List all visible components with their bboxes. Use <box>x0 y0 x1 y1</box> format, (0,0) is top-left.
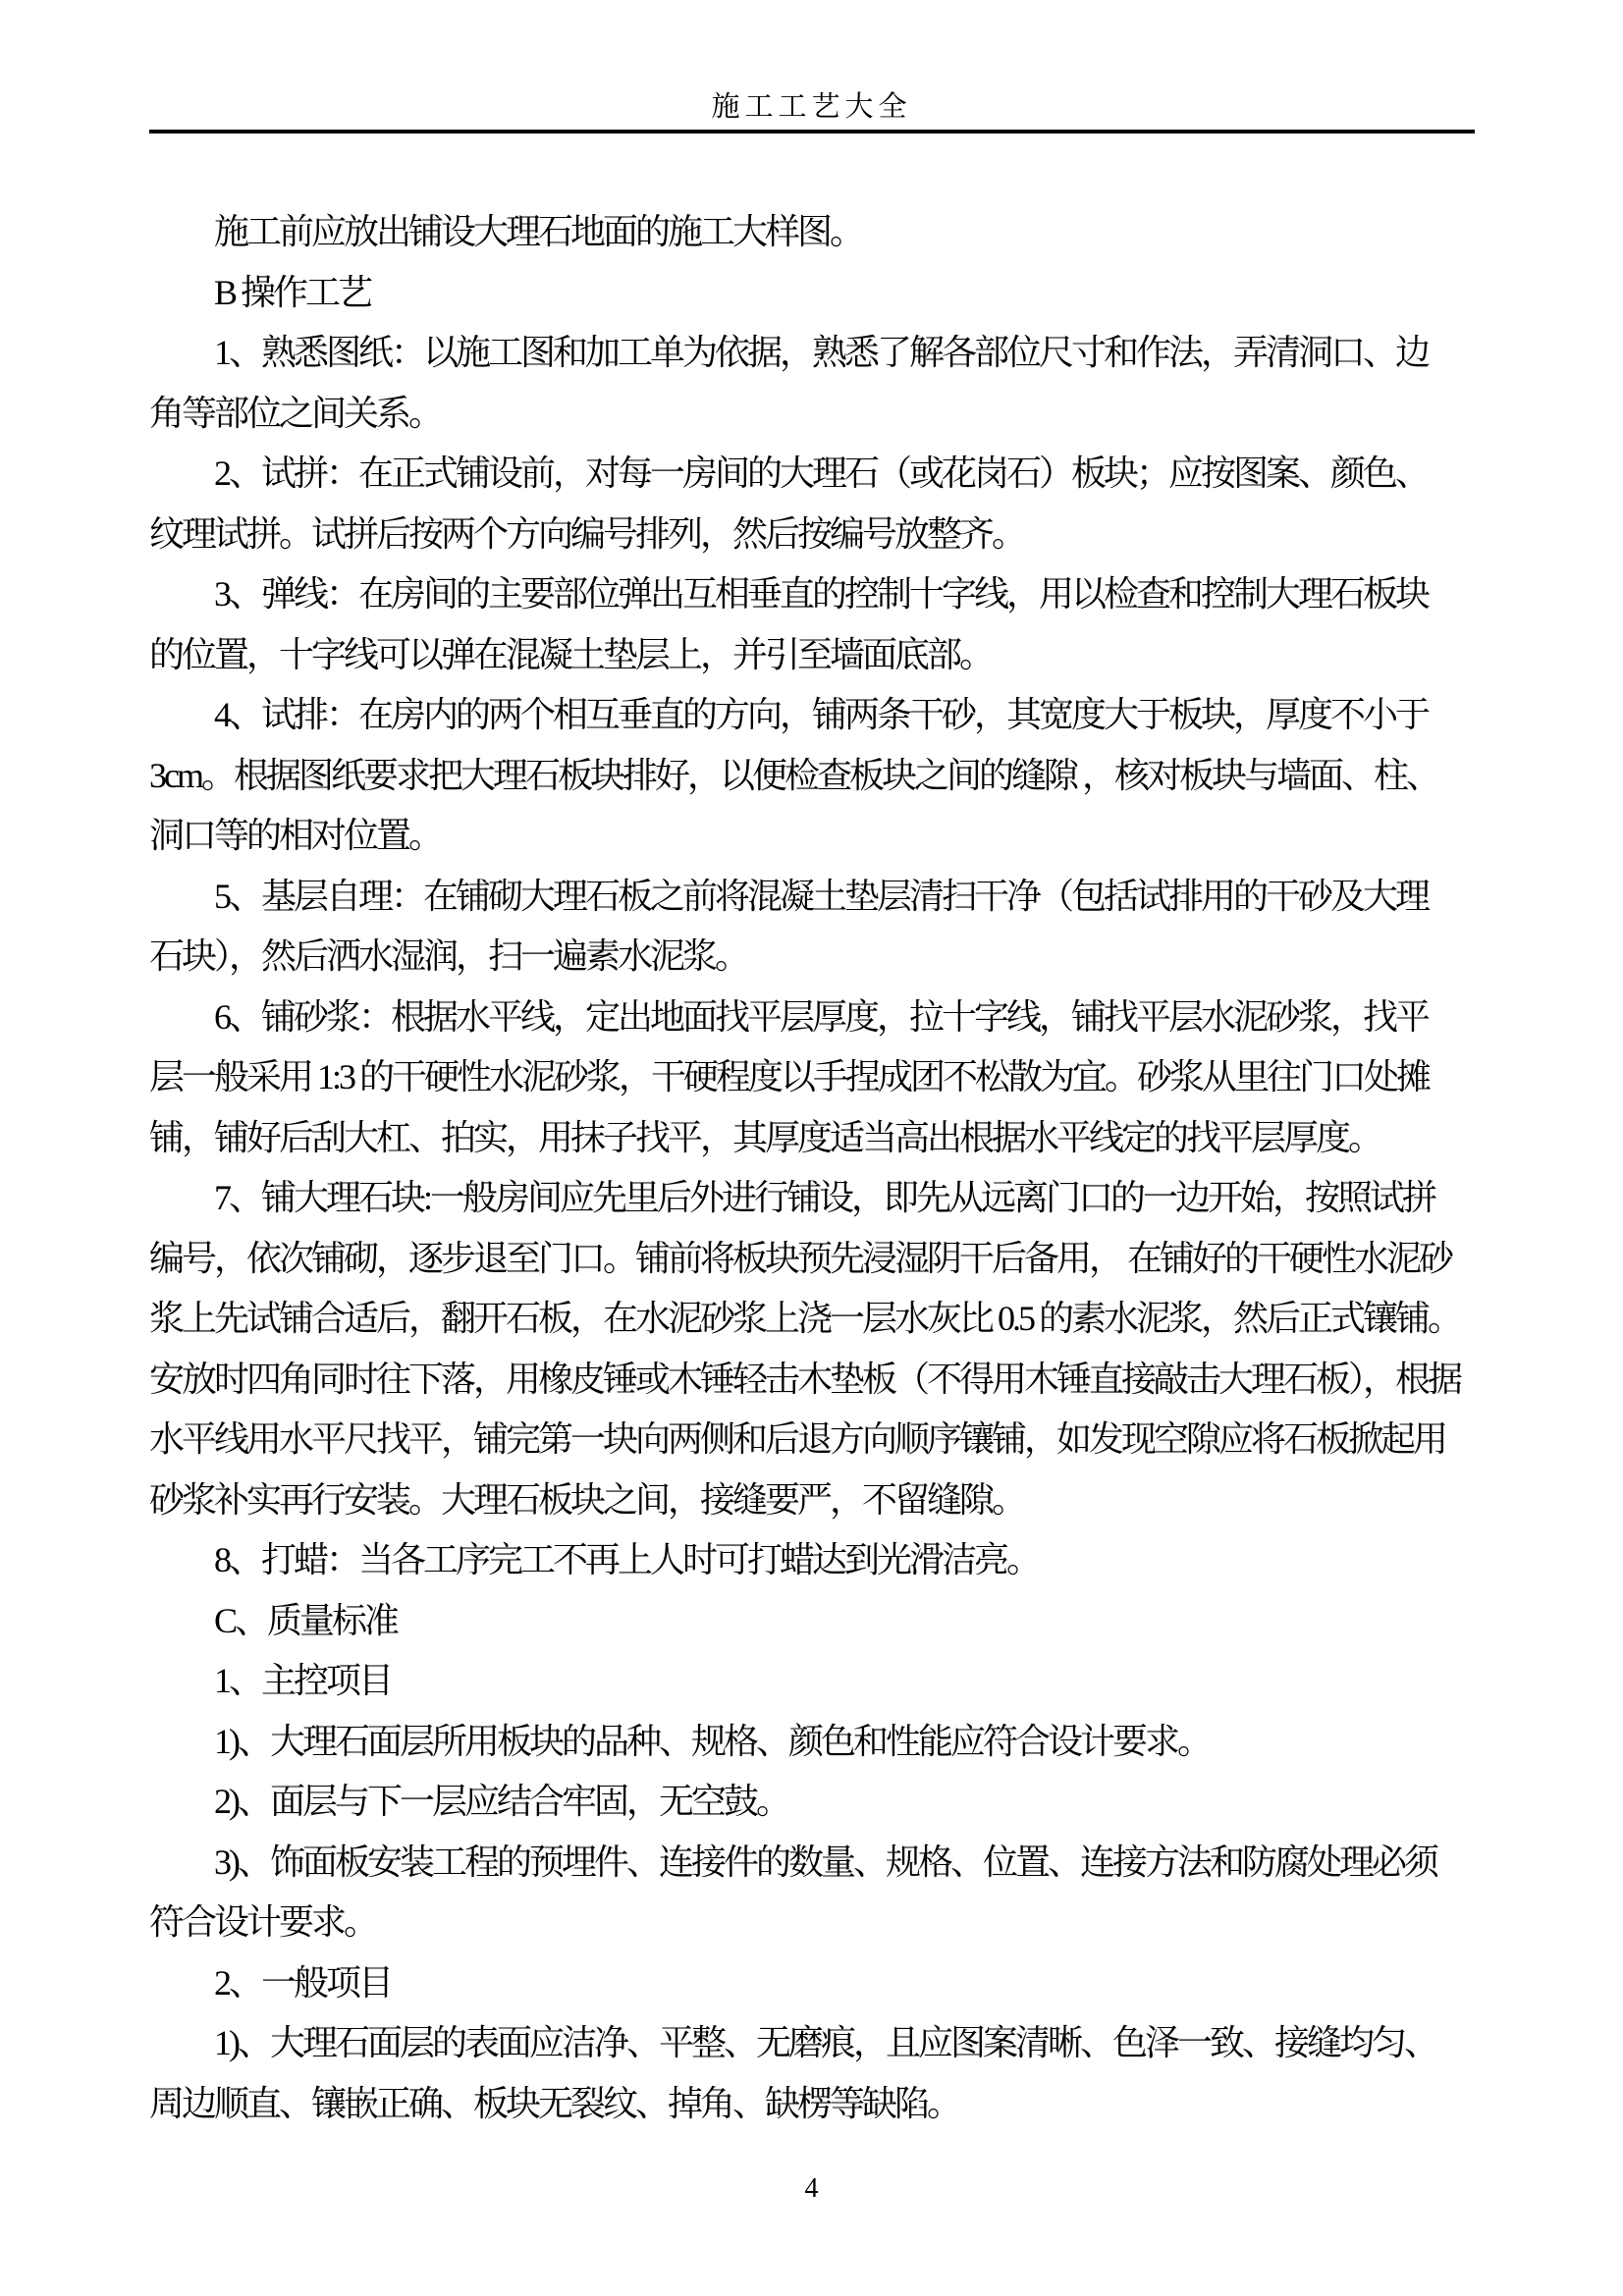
page-header-title: 施工工艺大全 <box>711 91 912 123</box>
text-line: 的位置，十字线可以弹在混凝土垫层上，并引至墙面底部。 <box>149 634 993 674</box>
text-line: 3)、饰面板安装工程的预埋件、连接件的数量、规格、位置、连接方法和防腐处理必须 <box>214 1842 1436 1882</box>
text-line: 砂浆补实再行安装。大理石板块之间，接缝要严，不留缝隙。 <box>149 1479 1025 1520</box>
text-line: 7、铺大理石块:一般房间应先里后外进行铺设，即先从远离门口的一边开始，按照试拼 <box>214 1178 1435 1217</box>
text-line: 1、熟悉图纸：以施工图和加工单为依据，熟悉了解各部位尺寸和作法，弄清洞口、边 <box>214 333 1429 372</box>
text-line: 3cm。根据图纸要求把大理石板块排好，以便检查板块之间的缝隙 ，核对板块与墙面、柱、 <box>149 755 1438 795</box>
text-line: 1)、大理石面层所用板块的品种、规格、颜色和性能应符合设计要求。 <box>214 1721 1210 1761</box>
document-body <box>149 202 1524 2134</box>
text-line: 纹理试拼。试拼后按两个方向编号排列，然后按编号放整齐。 <box>149 513 1025 554</box>
text-line: 2)、面层与下一层应结合牢固，无空鼓。 <box>214 1782 788 1821</box>
text-line: C、质量标准 <box>214 1600 398 1640</box>
text-line: 角等部位之间关系。 <box>149 393 442 433</box>
text-line: 4、试排：在房内的两个相互垂直的方向，铺两条干砂，其宽度大于板块，厚度不小于 <box>214 695 1429 734</box>
text-line: 洞口等的相对位置。 <box>149 816 442 855</box>
text-line: 石块），然后洒水湿润，扫一遍素水泥浆。 <box>149 936 748 976</box>
text-line: 5、基层自理：在铺砌大理石板之前将混凝土垫层清扫干净（包括试排用的干砂及大理 <box>214 876 1429 916</box>
text-line: 周边顺直、镶嵌正确、板块无裂纹、掉角、缺楞等缺陷。 <box>149 2083 960 2123</box>
header-rule <box>149 130 1475 133</box>
text-line: 水平线用水平尺找平，铺完第一块向两侧和后退方向顺序镶铺，如发现空隙应将石板掀起用 <box>149 1419 1446 1459</box>
text-line: 1、主控项目 <box>214 1661 392 1700</box>
text-line: 2、一般项目 <box>214 1962 392 2002</box>
text-line: 3、弹线：在房间的主要部位弹出互相垂直的控制十字线，用以检查和控制大理石板块 <box>214 574 1429 614</box>
text-line: 8、打蜡：当各工序完工不再上人时可打蜡达到光滑洁亮。 <box>214 1540 1040 1579</box>
text-line: 施工前应放出铺设大理石地面的施工大样图。 <box>214 212 863 251</box>
page-number: 4 <box>804 2173 819 2204</box>
text-line: 浆上先试铺合适后，翻开石板，在水泥砂浆上浇一层水灰比 0.5 的素水泥浆，然后正式镶铺。 <box>149 1299 1461 1338</box>
text-line: 层一般采用 1:3 的干硬性水泥砂浆，干硬程度以手捏成团不松散为宜。砂浆从里往门口处摊 <box>149 1057 1430 1096</box>
text-line: 铺，铺好后刮大杠、拍实，用抹子找平，其厚度适当高出根据水平线定的找平层厚度。 <box>149 1117 1381 1157</box>
text-line: 编号，依次铺砌，逐步退至门口。铺前将板块预先浸湿阴干后备用， 在铺好的干硬性水泥砂 <box>149 1238 1452 1278</box>
text-line: 安放时四角同时往下落，用橡皮锤或木锤轻击木垫板（不得用木锤直接敲击大理石板），根据 <box>149 1359 1461 1399</box>
text-line: 6、铺砂浆：根据水平线，定出地面找平层厚度，拉十字线，铺找平层水泥砂浆，找平 <box>214 996 1429 1037</box>
text-line: 1)、大理石面层的表面应洁净、平整、无磨痕，且应图案清晰、色泽一致、接缝均匀、 <box>214 2023 1436 2062</box>
text-line: 2、试拼：在正式铺设前，对每一房间的大理石（或花岗石）板块；应按图案、颜色、 <box>214 454 1429 493</box>
text-line: 符合设计要求。 <box>149 1902 377 1942</box>
text-line: B 操作工艺 <box>214 272 371 312</box>
